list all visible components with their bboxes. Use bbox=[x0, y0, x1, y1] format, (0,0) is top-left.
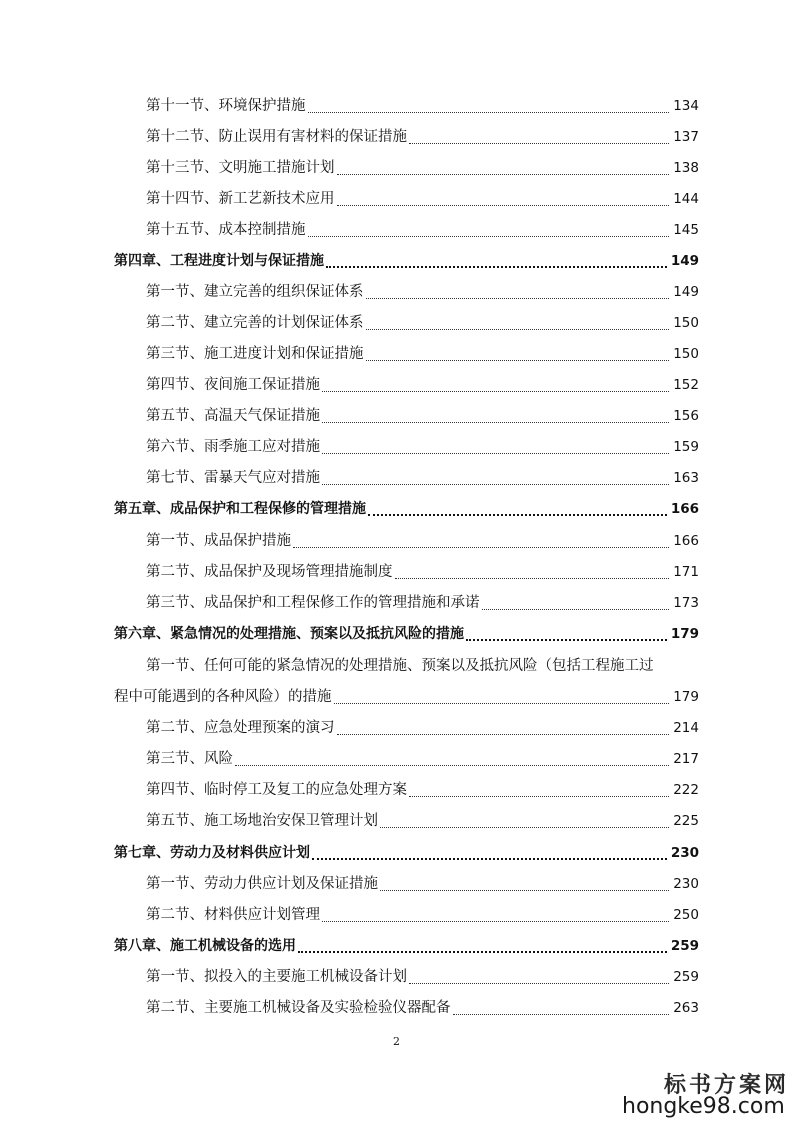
toc-entry[interactable] bbox=[0, 404, 793, 428]
toc-entry-label: 第七节、雷暴天气应对措施 bbox=[146, 470, 320, 486]
toc-page-number: 150 bbox=[673, 346, 699, 362]
toc-entry-label: 第二节、材料供应计划管理 bbox=[146, 907, 320, 923]
leader-dots bbox=[312, 858, 667, 860]
toc-entry[interactable] bbox=[0, 903, 793, 927]
toc-entry-label: 第十五节、成本控制措施 bbox=[146, 222, 306, 238]
leader-dots bbox=[308, 112, 670, 113]
toc-entry-label: 第四节、临时停工及复工的应急处理方案 bbox=[146, 782, 407, 798]
toc-page-number: 171 bbox=[673, 564, 699, 580]
toc-entry-label: 第三节、风险 bbox=[146, 751, 233, 767]
toc-page-number: 145 bbox=[673, 222, 699, 238]
toc-entry-label: 第二节、应急处理预案的演习 bbox=[146, 720, 335, 736]
toc-entry-label: 第三节、施工进度计划和保证措施 bbox=[146, 346, 364, 362]
toc-entry-label: 第一节、成品保护措施 bbox=[146, 533, 291, 549]
toc-page-number: 163 bbox=[673, 470, 699, 486]
toc-page-number: 173 bbox=[673, 595, 699, 611]
leader-dots bbox=[380, 827, 669, 828]
toc-page-number: 230 bbox=[670, 845, 699, 861]
leader-dots bbox=[466, 639, 667, 641]
toc-page-number: 150 bbox=[673, 315, 699, 331]
leader-dots bbox=[337, 205, 670, 206]
leader-dots bbox=[334, 703, 670, 704]
toc-entry-label: 第五节、施工场地治安保卫管理计划 bbox=[146, 813, 378, 829]
toc-entry-label: 第六节、雨季施工应对措施 bbox=[146, 439, 320, 455]
toc-entry[interactable] bbox=[0, 280, 793, 304]
toc-entry[interactable] bbox=[0, 373, 793, 397]
toc-entry-label-line2: 程中可能遇到的各种风险）的措施 bbox=[114, 689, 332, 705]
toc-chapter-label: 第五章、成品保护和工程保修的管理措施 bbox=[114, 501, 366, 517]
toc-entry-label: 第十三节、文明施工措施计划 bbox=[146, 160, 335, 176]
toc-page-number: 214 bbox=[673, 720, 699, 736]
leader-dots bbox=[409, 983, 669, 984]
leader-dots bbox=[337, 174, 670, 175]
toc-chapter[interactable] bbox=[0, 249, 793, 273]
toc-entry-label: 第三节、成品保护和工程保修工作的管理措施和承诺 bbox=[146, 595, 480, 611]
leader-dots bbox=[235, 765, 669, 766]
toc-chapter[interactable] bbox=[0, 934, 793, 958]
toc-page-number: 152 bbox=[673, 377, 699, 393]
toc-entry[interactable] bbox=[0, 872, 793, 896]
leader-dots bbox=[409, 143, 669, 144]
toc-chapter-label: 第七章、劳动力及材料供应计划 bbox=[114, 845, 310, 861]
toc-page-number: 149 bbox=[673, 284, 699, 300]
toc-page-number: 259 bbox=[670, 938, 699, 954]
toc-chapter-label: 第四章、工程进度计划与保证措施 bbox=[114, 253, 324, 269]
leader-dots bbox=[322, 921, 669, 922]
toc-entry[interactable] bbox=[0, 529, 793, 553]
toc-page-number: 230 bbox=[673, 876, 699, 892]
toc-page-number: 137 bbox=[673, 129, 699, 145]
toc-chapter[interactable] bbox=[0, 497, 793, 521]
leader-dots bbox=[337, 734, 670, 735]
toc-page-number: 222 bbox=[673, 782, 699, 798]
toc-chapter-label: 第八章、施工机械设备的选用 bbox=[114, 938, 296, 954]
leader-dots bbox=[366, 298, 670, 299]
toc-page-number: 179 bbox=[673, 689, 699, 705]
toc-entry-label: 第二节、主要施工机械设备及实验检验仪器配备 bbox=[146, 1000, 451, 1016]
toc-entry[interactable] bbox=[0, 187, 793, 211]
toc-entry[interactable] bbox=[0, 778, 793, 802]
toc-page-number: 217 bbox=[673, 751, 699, 767]
watermark-url: hongke98.com bbox=[622, 1094, 785, 1119]
toc-page-number: 263 bbox=[673, 1000, 699, 1016]
toc-entry-label: 第二节、成品保护及现场管理措施制度 bbox=[146, 564, 393, 580]
toc-chapter[interactable] bbox=[0, 622, 793, 646]
toc-page-number: 166 bbox=[673, 533, 699, 549]
leader-dots bbox=[308, 236, 670, 237]
leader-dots bbox=[482, 609, 670, 610]
leader-dots bbox=[366, 360, 670, 361]
toc-page-number: 179 bbox=[670, 626, 699, 642]
toc-entry[interactable] bbox=[0, 716, 793, 740]
toc-entry-wrapped-line[interactable] bbox=[0, 654, 793, 678]
leader-dots bbox=[453, 1014, 670, 1015]
toc-page-number: 149 bbox=[670, 253, 699, 269]
leader-dots bbox=[380, 890, 669, 891]
toc-entry[interactable] bbox=[0, 125, 793, 149]
toc-page-number: 138 bbox=[673, 160, 699, 176]
toc-entry-label: 第四节、夜间施工保证措施 bbox=[146, 377, 320, 393]
leader-dots bbox=[366, 329, 670, 330]
toc-entry-label: 第五节、高温天气保证措施 bbox=[146, 408, 320, 424]
toc-entry[interactable] bbox=[0, 996, 793, 1020]
toc-entry[interactable] bbox=[0, 311, 793, 335]
toc-chapter-label: 第六章、紧急情况的处理措施、预案以及抵抗风险的措施 bbox=[114, 626, 464, 642]
toc-entry-label: 第一节、建立完善的组织保证体系 bbox=[146, 284, 364, 300]
toc-entry[interactable] bbox=[0, 466, 793, 490]
toc-entry-label: 第二节、建立完善的计划保证体系 bbox=[146, 315, 364, 331]
watermark-title: 标书方案网 bbox=[664, 1072, 790, 1098]
toc-page-number: 159 bbox=[673, 439, 699, 455]
toc-entry[interactable] bbox=[0, 342, 793, 366]
toc-entry[interactable] bbox=[0, 560, 793, 584]
toc-page-number: 166 bbox=[670, 501, 699, 517]
leader-dots bbox=[322, 453, 669, 454]
toc-page-number: 156 bbox=[673, 408, 699, 424]
leader-dots bbox=[322, 422, 669, 423]
toc-entry[interactable] bbox=[0, 591, 793, 615]
toc-page-number: 225 bbox=[673, 813, 699, 829]
leader-dots bbox=[395, 578, 670, 579]
toc-entry-label: 第十一节、环境保护措施 bbox=[146, 98, 306, 114]
toc-page-number: 144 bbox=[673, 191, 699, 207]
leader-dots bbox=[298, 951, 667, 953]
toc-entry[interactable] bbox=[0, 156, 793, 180]
toc-page-number: 250 bbox=[673, 907, 699, 923]
toc-entry-label: 第十四节、新工艺新技术应用 bbox=[146, 191, 335, 207]
toc-entry-label-line1: 第一节、任何可能的紧急情况的处理措施、预案以及抵抗风险（包括工程施工过 bbox=[146, 658, 654, 674]
toc-entry-label: 第一节、劳动力供应计划及保证措施 bbox=[146, 876, 378, 892]
leader-dots bbox=[368, 514, 667, 516]
toc-page-number: 134 bbox=[673, 98, 699, 114]
leader-dots bbox=[293, 547, 669, 548]
toc-chapter[interactable] bbox=[0, 841, 793, 865]
toc-page-number: 259 bbox=[673, 969, 699, 985]
toc-entry-label: 第一节、拟投入的主要施工机械设备计划 bbox=[146, 969, 407, 985]
toc-entry[interactable] bbox=[0, 747, 793, 771]
leader-dots bbox=[322, 484, 669, 485]
leader-dots bbox=[326, 266, 667, 268]
toc-entry-label: 第十二节、防止误用有害材料的保证措施 bbox=[146, 129, 407, 145]
toc-entry[interactable] bbox=[0, 965, 793, 989]
leader-dots bbox=[322, 391, 669, 392]
toc-entry[interactable] bbox=[0, 94, 793, 118]
toc-entry[interactable] bbox=[0, 809, 793, 833]
toc-entry[interactable] bbox=[0, 435, 793, 459]
toc-entry[interactable] bbox=[0, 218, 793, 242]
toc-entry[interactable] bbox=[0, 685, 793, 709]
leader-dots bbox=[409, 796, 669, 797]
page-number: 2 bbox=[393, 1035, 400, 1048]
